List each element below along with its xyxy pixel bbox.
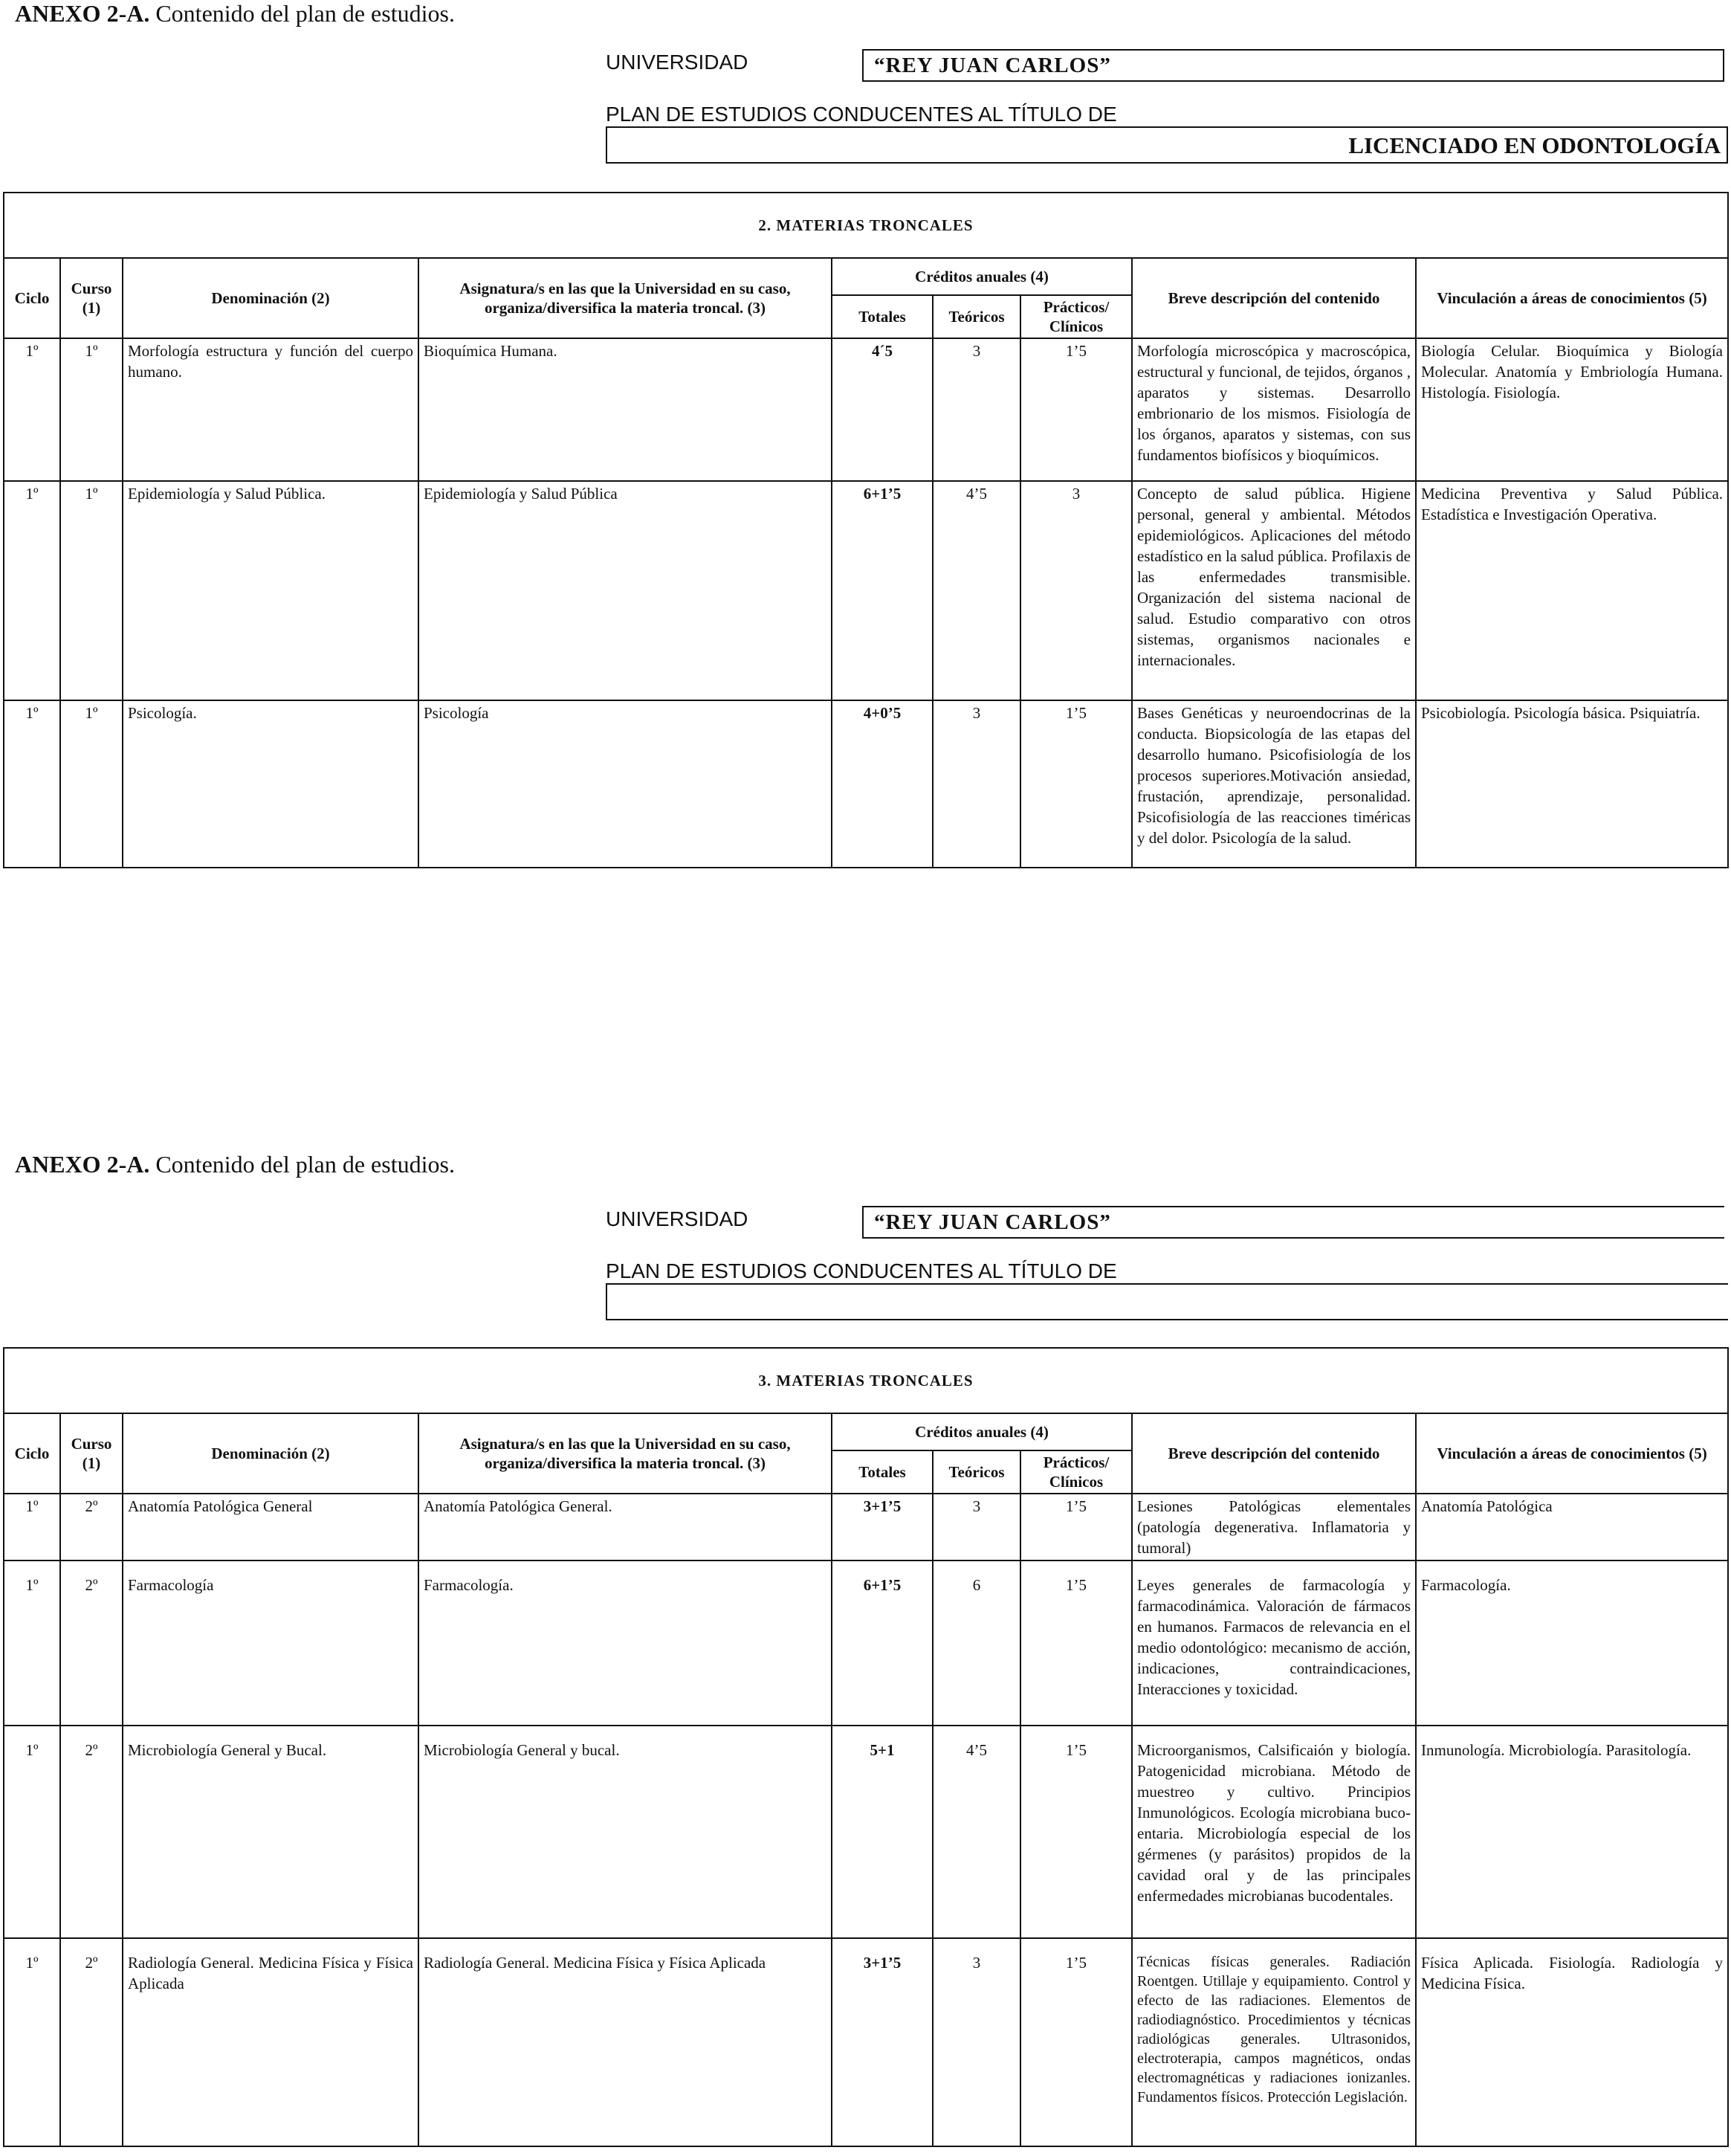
header-ciclo: Ciclo [4, 258, 60, 338]
header-breve: Breve descripción del contenido [1132, 258, 1416, 338]
cell-denominacion: Psicología. [123, 700, 418, 868]
cell-denominacion: Morfología estructura y función del cuerpo humano. [123, 338, 418, 481]
cell-ciclo: 1º [4, 338, 60, 481]
titulo-box [606, 126, 1728, 164]
cell-asignatura: Microbiología General y bucal. [418, 1726, 832, 1938]
cell-curso: 1º [60, 338, 123, 481]
cell-ciclo: 1º [4, 1726, 60, 1938]
cell-descripcion: Bases Genéticas y neuroendocrinas de la conducta. Biopsicología de las etapas del desarrollo humano. Psicofisiología de los procesos superiores.Motivación ansiedad, frustación, aprendizaje, personalidad. Psicofisiología de las reacciones timéricas y del dolor. Psicología de la salud. [1132, 700, 1416, 868]
universidad-value: “REY JUAN CARLOS” [874, 54, 1111, 77]
header-denominacion: Denominación (2) [123, 1413, 418, 1494]
header-totales: Totales [832, 1450, 933, 1494]
header-ciclo: Ciclo [4, 1413, 60, 1494]
cell-practicos: 1’5 [1020, 1726, 1132, 1938]
titulo-value: LICENCIADO EN ODONTOLOGÍA [1348, 132, 1721, 158]
section-title: 3. MATERIAS TRONCALES [4, 1348, 1728, 1413]
cell-totales: 6+1’5 [832, 481, 933, 700]
header-creditos: Créditos anuales (4) [832, 1413, 1132, 1450]
header-vinculacion: Vinculación a áreas de conocimientos (5) [1416, 1413, 1728, 1494]
cell-asignatura: Anatomía Patológica General. [418, 1494, 832, 1560]
cell-denominacion: Epidemiología y Salud Pública. [123, 481, 418, 700]
cell-curso: 2º [60, 1494, 123, 1560]
cell-asignatura: Psicología [418, 700, 832, 868]
table-row [4, 1726, 1728, 1938]
header-teoricos: Teóricos [933, 1450, 1020, 1494]
cell-ciclo: 1º [4, 1494, 60, 1560]
table-row [4, 700, 1728, 868]
cell-descripcion: Leyes generales de farmacología y farmacodinámica. Valoración de fármacos en humanos. Farmacos de relevancia en el medio odontológico: mecanismo de acción, indicaciones, contraindicaciones, Interacciones y toxicidad. [1132, 1560, 1416, 1726]
cell-totales: 4´5 [832, 338, 933, 481]
header-teoricos: Teóricos [933, 295, 1020, 338]
header-practicos: Prácticos/ Clínicos [1020, 1450, 1132, 1494]
plan-label: PLAN DE ESTUDIOS CONDUCENTES AL TÍTULO DE [606, 1259, 1117, 1282]
cell-asignatura: Radiología General. Medicina Física y Física Aplicada [418, 1938, 832, 2146]
section-title: 2. MATERIAS TRONCALES [4, 193, 1728, 258]
cell-ciclo: 1º [4, 481, 60, 700]
cell-curso: 1º [60, 481, 123, 700]
anexo-subtitle: Contenido del plan de estudios. [155, 0, 455, 27]
cell-vinculacion: Medicina Preventiva y Salud Pública. Estadística e Investigación Operativa. [1416, 481, 1728, 700]
table-row [4, 338, 1728, 481]
anexo-heading [15, 0, 455, 28]
cell-descripcion: Concepto de salud pública. Higiene personal, general y ambiental. Métodos epidemiológicos. Aplicaciones del método estadístico en la salud pública. Profilaxis de las enfermedades transmisible. Organización del sistema nacional de salud. Estudio comparativo con otros sistemas, organismos nacionales e internacionales. [1132, 481, 1416, 700]
cell-totales: 5+1 [832, 1726, 933, 1938]
header-asignatura: Asignatura/s en las que la Universidad en su caso, organiza/diversifica la materia troncal. (3) [418, 1413, 832, 1494]
cell-asignatura: Bioquímica Humana. [418, 338, 832, 481]
materias-table [3, 1347, 1729, 2147]
cell-totales: 4+0’5 [832, 700, 933, 868]
table-row [4, 1494, 1728, 1560]
titulo-box [606, 1283, 1728, 1320]
cell-ciclo: 1º [4, 1938, 60, 2146]
header-asignatura: Asignatura/s en las que la Universidad en su caso, organiza/diversifica la materia troncal. (3) [418, 258, 832, 338]
cell-vinculacion: Biología Celular. Bioquímica y Biología Molecular. Anatomía y Embriología Humana. Histología. Fisiología. [1416, 338, 1728, 481]
cell-denominacion: Anatomía Patológica General [123, 1494, 418, 1560]
cell-vinculacion: Inmunología. Microbiología. Parasitología. [1416, 1726, 1728, 1938]
header-breve: Breve descripción del contenido [1132, 1413, 1416, 1494]
anexo-heading [15, 1151, 455, 1178]
anexo-subtitle: Contenido del plan de estudios. [155, 1151, 455, 1178]
universidad-box [862, 1206, 1724, 1239]
cell-vinculacion: Farmacología. [1416, 1560, 1728, 1726]
header-denominacion: Denominación (2) [123, 258, 418, 338]
cell-practicos: 1’5 [1020, 1494, 1132, 1560]
cell-curso: 2º [60, 1560, 123, 1726]
cell-descripcion: Microorganismos, Calsificaión y biología. Patogenicidad microbiana. Método de muestreo y cultivo. Principios Inmunológicos. Ecología microbiana buco-entaria. Microbiología especial de los gérmenes (y parásitos) propidos de la cavidad oral y de las principales enfermedades microbianas bucodentales. [1132, 1726, 1416, 1938]
cell-teoricos: 6 [933, 1560, 1020, 1726]
cell-curso: 2º [60, 1726, 123, 1938]
cell-totales: 3+1’5 [832, 1494, 933, 1560]
anexo-label: ANEXO 2-A. [15, 0, 150, 27]
header-curso: Curso (1) [60, 1413, 123, 1494]
cell-teoricos: 3 [933, 1494, 1020, 1560]
cell-curso: 1º [60, 700, 123, 868]
cell-denominacion: Microbiología General y Bucal. [123, 1726, 418, 1938]
universidad-label: UNIVERSIDAD [606, 51, 748, 74]
cell-denominacion: Farmacología [123, 1560, 418, 1726]
header-practicos: Prácticos/ Clínicos [1020, 295, 1132, 338]
cell-ciclo: 1º [4, 700, 60, 868]
cell-practicos: 1’5 [1020, 1560, 1132, 1726]
plan-label: PLAN DE ESTUDIOS CONDUCENTES AL TÍTULO DE [606, 103, 1117, 126]
cell-totales: 3+1’5 [832, 1938, 933, 2146]
universidad-value: “REY JUAN CARLOS” [874, 1210, 1111, 1234]
header-creditos: Créditos anuales (4) [832, 258, 1132, 295]
cell-totales: 6+1’5 [832, 1560, 933, 1726]
cell-practicos: 3 [1020, 481, 1132, 700]
header-vinculacion: Vinculación a áreas de conocimientos (5) [1416, 258, 1728, 338]
table-row [4, 1938, 1728, 2146]
cell-denominacion: Radiología General. Medicina Física y Física Aplicada [123, 1938, 418, 2146]
header-totales: Totales [832, 295, 933, 338]
cell-asignatura: Farmacología. [418, 1560, 832, 1726]
cell-ciclo: 1º [4, 1560, 60, 1726]
anexo-label: ANEXO 2-A. [15, 1151, 150, 1178]
cell-teoricos: 3 [933, 338, 1020, 481]
cell-curso: 2º [60, 1938, 123, 2146]
cell-descripcion: Morfología microscópica y macroscópica, estructural y funcional, de tejidos, órganos , aparatos y sistemas. Desarrollo embrionario de los mismos. Fisiología de los órganos, aparatos y sistemas, con sus fundamentos biofísicos y bioquímicos. [1132, 338, 1416, 481]
table-row [4, 481, 1728, 700]
cell-teoricos: 3 [933, 700, 1020, 868]
cell-teoricos: 4’5 [933, 1726, 1020, 1938]
cell-vinculacion: Física Aplicada. Fisiología. Radiología y Medicina Física. [1416, 1938, 1728, 2146]
cell-descripcion: Técnicas físicas generales. Radiación Roentgen. Utillaje y equipamiento. Control y efecto de las radiaciones. Elementos de radiodiagnóstico. Procedimientos y técnicas radiológicas generales. Ultrasonidos, electroterapia, campos magnéticos, ondas electromagnéticas y radiaciones ionizanles. Fundamentos físicos. Protección Legislación. [1132, 1938, 1416, 2146]
table-row [4, 1560, 1728, 1726]
cell-practicos: 1’5 [1020, 700, 1132, 868]
cell-descripcion: Lesiones Patológicas elementales (patología degenerativa. Inflamatoria y tumoral) [1132, 1494, 1416, 1560]
cell-practicos: 1’5 [1020, 338, 1132, 481]
cell-teoricos: 4’5 [933, 481, 1020, 700]
cell-asignatura: Epidemiología y Salud Pública [418, 481, 832, 700]
header-curso: Curso (1) [60, 258, 123, 338]
cell-vinculacion: Anatomía Patológica [1416, 1494, 1728, 1560]
cell-practicos: 1’5 [1020, 1938, 1132, 2146]
cell-vinculacion: Psicobiología. Psicología básica. Psiquiatría. [1416, 700, 1728, 868]
cell-teoricos: 3 [933, 1938, 1020, 2146]
universidad-box [862, 49, 1724, 82]
materias-table [3, 192, 1729, 868]
universidad-label: UNIVERSIDAD [606, 1207, 748, 1230]
